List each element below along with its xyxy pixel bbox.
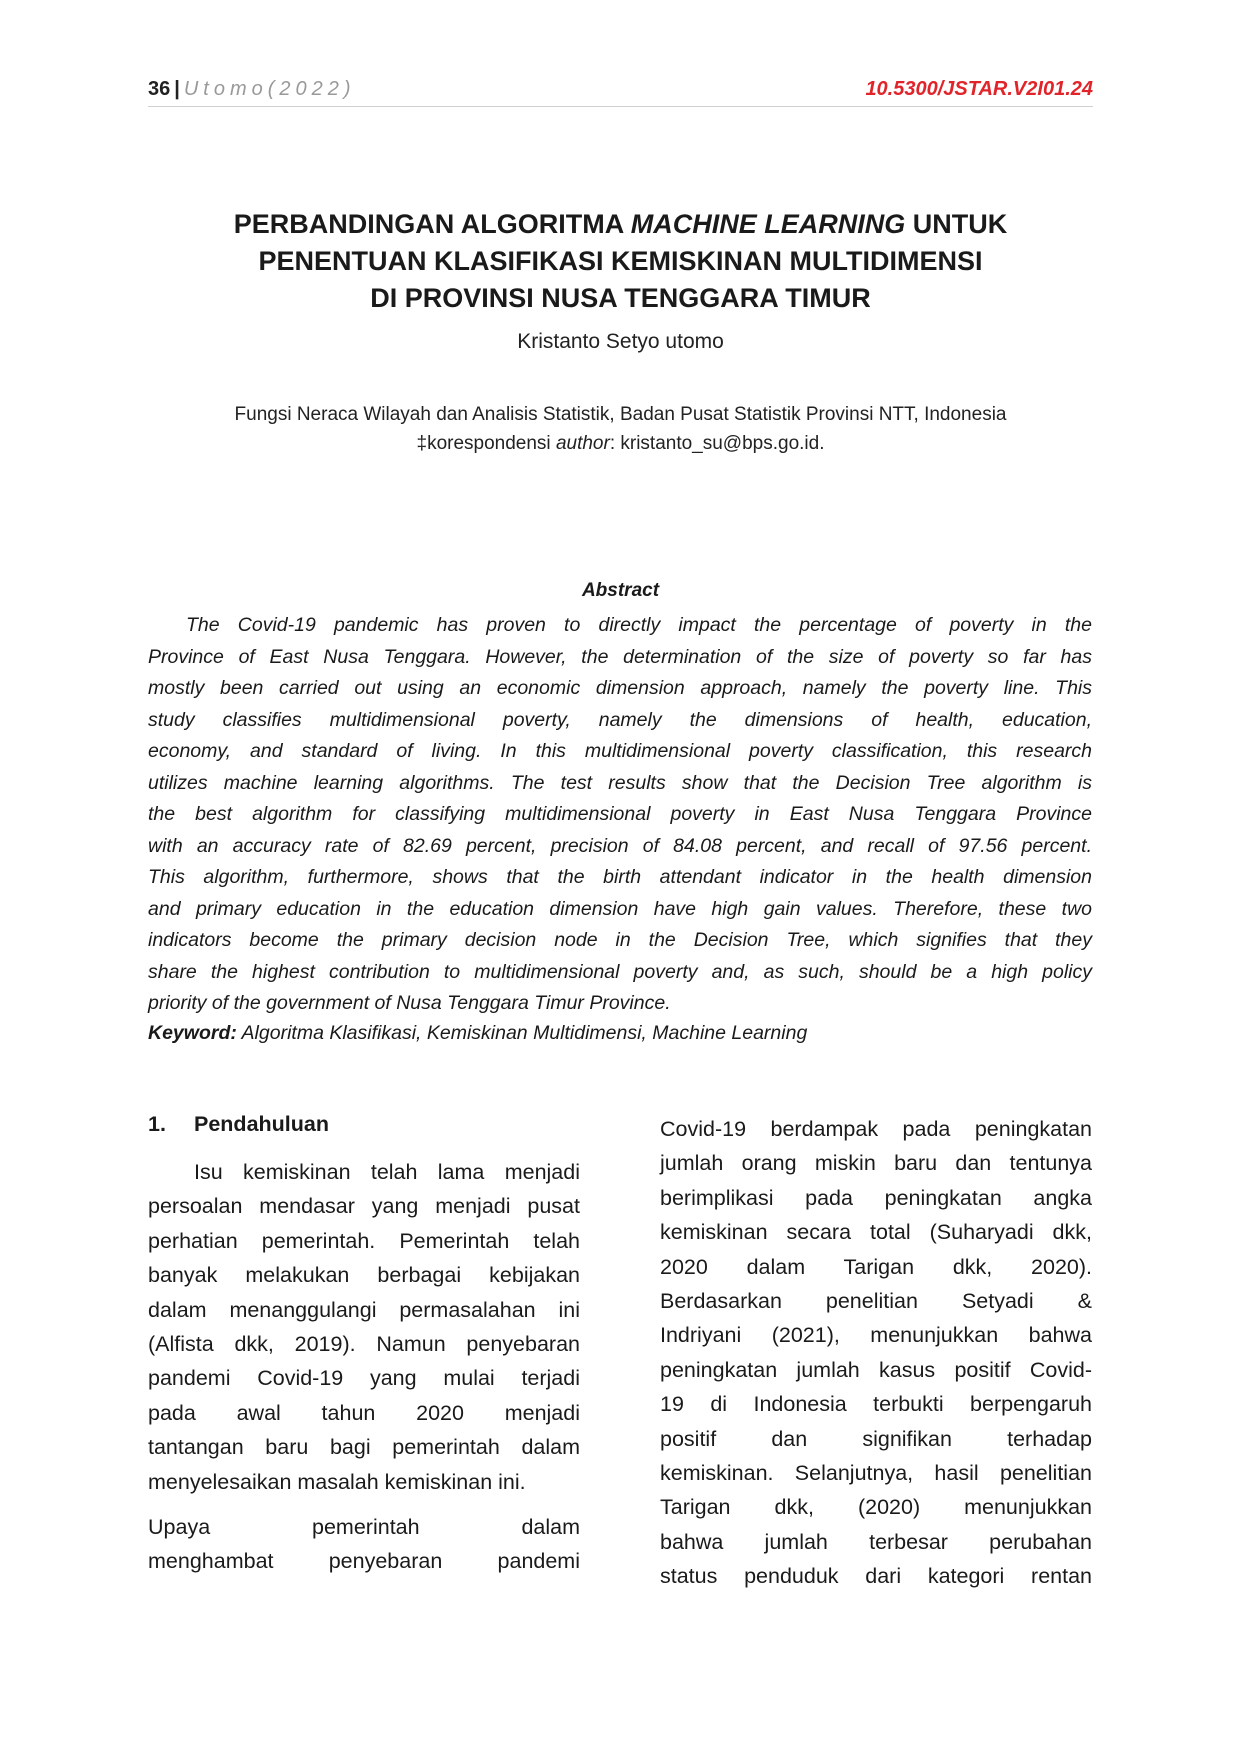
right-column (660, 1112, 1092, 1593)
title-text: PERBANDINGAN ALGORITMA (233, 209, 631, 239)
correspondence-email: : kristanto_su@bps.go.id. (609, 433, 825, 454)
section-number: 1. (148, 1112, 166, 1136)
correspondence-italic: author (555, 433, 610, 454)
paragraph-line: banyak melakukan berbagai kebijakan (148, 1263, 580, 1288)
paragraph-line: kemiskinan. Selanjutnya, hasil penelitian (660, 1460, 1092, 1485)
paragraph-line: jumlah orang miskin baru dan tentunya (660, 1151, 1092, 1176)
paragraph-line: kemiskinan secara total (Suharyadi dkk, (660, 1220, 1092, 1245)
keywords-text: Algoritma Klasifikasi, Kemiskinan Multidimensi, Machine Learning (236, 1022, 808, 1044)
paragraph-line: Covid-19 berdampak pada peningkatan (660, 1117, 1092, 1141)
paragraph-line: Tarigan dkk, (2020) menunjukkan (660, 1495, 1092, 1520)
running-header-left (148, 78, 356, 101)
doi-link[interactable]: 10.5300/JSTAR.V2I01.24 (865, 78, 1093, 100)
paragraph-line: Indriyani (2021), menunjukkan bahwa (660, 1323, 1092, 1348)
title-italic-text: MACHINE LEARNING (630, 209, 906, 239)
paragraph-line: tantangan baru bagi pemerintah dalam (148, 1435, 580, 1460)
paragraph-line: (Alfista dkk, 2019). Namun penyebaran (148, 1331, 580, 1356)
keywords (148, 1018, 1092, 1050)
abstract-line: with an accuracy rate of 82.69 percent, precision of 84.08 percent, and recall of 97.56 percent. (148, 834, 1092, 857)
paragraph-line: pada awal tahun 2020 menjadi (148, 1400, 580, 1425)
paragraph-line: status penduduk dari kategori rentan (660, 1564, 1092, 1589)
left-column (148, 1155, 580, 1579)
abstract-line: mostly been carried out using an economic dimension approach, namely the poverty line. This (148, 677, 1092, 699)
section-heading (148, 1112, 329, 1137)
affiliation-line: Fungsi Neraca Wilayah dan Analisis Statistik, Badan Pusat Statistik Provinsi NTT, Indonesia (234, 404, 1007, 425)
paragraph-line: Berdasarkan penelitian Setyadi & (660, 1288, 1092, 1313)
paragraph-line: menyelesaikan masalah kemiskinan ini. (148, 1469, 526, 1494)
page-number: 36 (148, 78, 171, 100)
correspondence-line (148, 429, 1093, 458)
abstract-line: indicators become the primary decision node in the Decision Tree, which signifies that they (148, 929, 1092, 951)
abstract-line: study classifies multidimensional poverty, namely the dimensions of health, education, (148, 708, 1092, 731)
abstract-line: The Covid-19 pandemic has proven to directly impact the percentage of poverty in the (186, 614, 1092, 636)
abstract-line: This algorithm, furthermore, shows that the birth attendant indicator in the health dimension (148, 866, 1092, 888)
paragraph-line: dalam menanggulangi permasalahan ini (148, 1297, 580, 1322)
title-line-3: DI PROVINSI NUSA TENGGARA TIMUR (370, 283, 871, 313)
author-name: Kristanto Setyo utomo (517, 330, 724, 353)
running-header (148, 76, 1093, 107)
paragraph-line: perhatian pemerintah. Pemerintah telah (148, 1228, 580, 1253)
title-text: UNTUK (905, 209, 1008, 239)
title-line-1 (148, 206, 1093, 243)
correspondence-prefix: ‡korespondensi (416, 433, 556, 454)
abstract-line: Province of East Nusa Tenggara. However, the determination of the size of poverty so far has (148, 645, 1092, 668)
paragraph-line: peningkatan jumlah kasus positif Covid- (660, 1357, 1092, 1382)
paragraph-line: Upaya pemerintah dalam (148, 1514, 580, 1539)
abstract-heading: Abstract (581, 580, 660, 601)
paragraph-line: bahwa jumlah terbesar perubahan (660, 1529, 1092, 1554)
paragraph-line: 19 di Indonesia terbukti berpengaruh (660, 1392, 1092, 1417)
paragraph-gap (148, 1499, 580, 1510)
abstract-line: priority of the government of Nusa Tenggara Timur Province. (148, 992, 671, 1014)
paragraph-line: positif dan signifikan terhadap (660, 1426, 1092, 1451)
abstract-line: the best algorithm for classifying multidimensional poverty in East Nusa Tenggara Province (148, 803, 1092, 825)
paragraph-line: berimplikasi pada peningkatan angka (660, 1185, 1092, 1210)
running-author: Utomo(2022) (183, 78, 356, 100)
keywords-label: Keyword: (148, 1022, 237, 1044)
paragraph-line: 2020 dalam Tarigan dkk, 2020). (660, 1254, 1092, 1279)
abstract-line: share the highest contribution to multidimensional poverty and, as such, should be a high policy (148, 960, 1092, 983)
abstract-body (148, 610, 1092, 1020)
title-line-2: PENENTUAN KLASIFIKASI KEMISKINAN MULTIDIMENSI (258, 246, 983, 276)
paragraph-line: persoalan mendasar yang menjadi pusat (148, 1194, 580, 1219)
abstract-line: and primary education in the education dimension have high gain values. Therefore, these two (148, 897, 1092, 920)
paragraph-line: Isu kemiskinan telah lama menjadi (194, 1160, 580, 1184)
abstract-line: economy, and standard of living. In this multidimensional poverty classification, this research (148, 740, 1092, 762)
paragraph-line: menghambat penyebaran pandemi (148, 1549, 580, 1574)
paragraph-line: pandemi Covid-19 yang mulai terjadi (148, 1366, 580, 1391)
paper-title (148, 206, 1093, 317)
affiliation (148, 400, 1093, 458)
header-separator: | (174, 78, 180, 100)
abstract-line: utilizes machine learning algorithms. The test results show that the Decision Tree algorithm is (148, 771, 1092, 794)
section-title: Pendahuluan (194, 1112, 329, 1136)
